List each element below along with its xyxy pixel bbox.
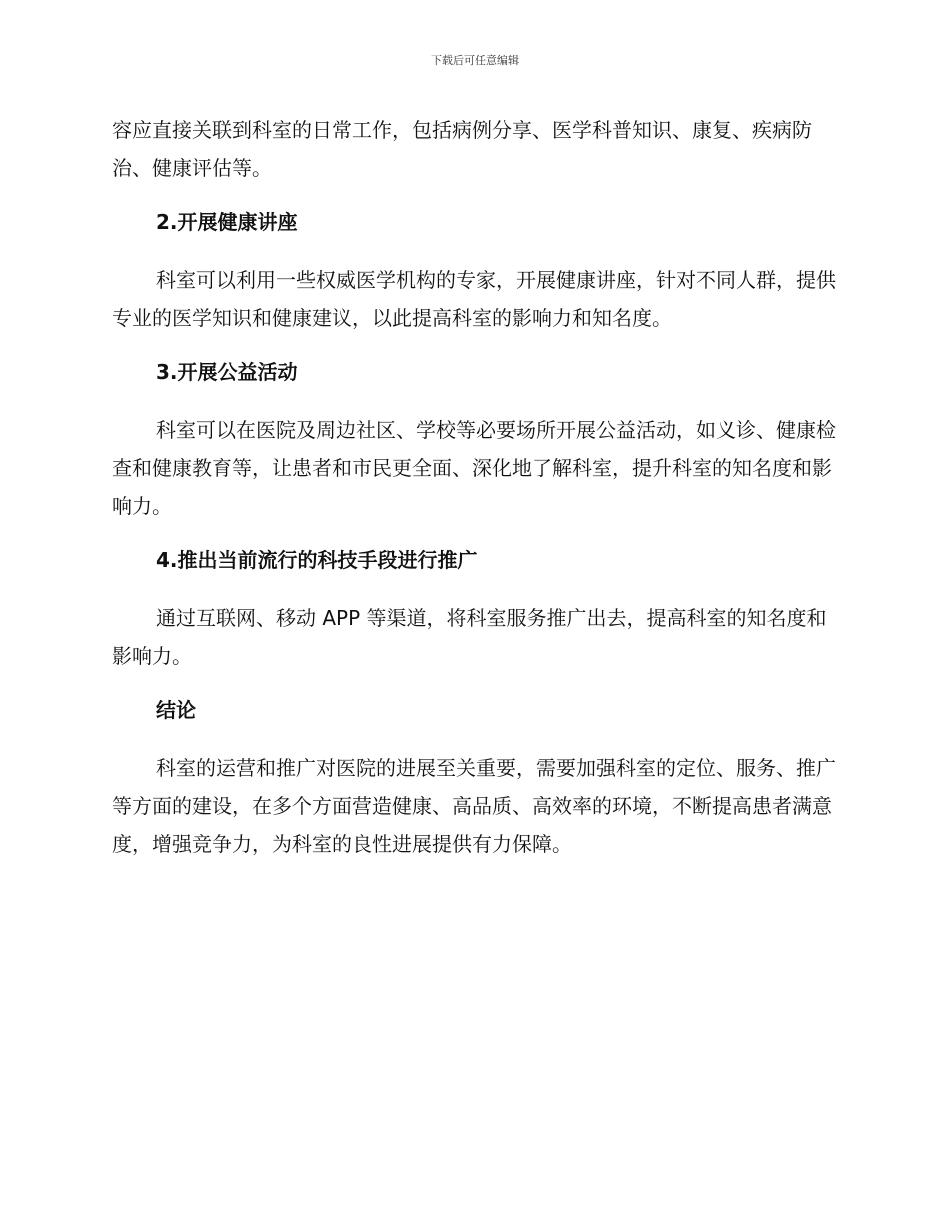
paragraph-continued: 容应直接关联到科室的日常工作，包括病例分享、医学科普知识、康复、疾病防治、健康评估等。 <box>112 118 812 180</box>
section-heading-health-lectures: 2.开展健康讲座 <box>156 210 298 234</box>
page-header: 下载后可任意编辑 <box>431 54 519 67</box>
paragraph-health-lectures: 科室可以利用一些权威医学机构的专家，开展健康讲座，针对不同人群，提供专业的医学知识和健康建议，以此提高科室的影响力和知名度。 <box>112 268 836 330</box>
paragraph-technology-promotion: 通过互联网、移动 APP 等渠道，将科室服务推广出去，提高科室的知名度和影响力。 <box>112 606 827 668</box>
paragraph-conclusion: 科室的运营和推广对医院的进展至关重要，需要加强科室的定位、服务、推广等方面的建设，在多个方面营造健康、高品质、高效率的环境，不断提高患者满意度，增强竞争力，为科室的良性进展提供有力保障。 <box>112 756 836 856</box>
paragraph-public-welfare: 科室可以在医院及周边社区、学校等必要场所开展公益活动，如义诊、健康检查和健康教育等，让患者和市民更全面、深化地了解科室，提升科室的知名度和影响力。 <box>112 418 836 518</box>
section-heading-technology-promotion: 4.推出当前流行的科技手段进行推广 <box>156 548 478 572</box>
document-body <box>112 111 842 879</box>
section-heading-conclusion: 结论 <box>156 698 196 722</box>
section-heading-public-welfare: 3.开展公益活动 <box>156 360 298 384</box>
